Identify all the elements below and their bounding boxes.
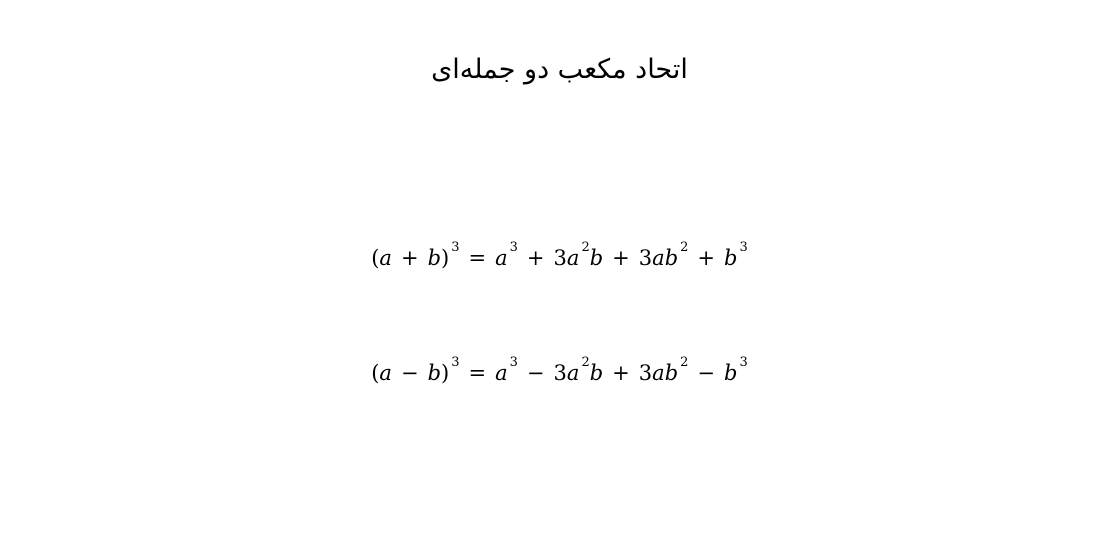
term2-coefficient: 3 <box>553 361 567 385</box>
term3-variable-b: b <box>664 361 679 385</box>
term2-variable-a: a <box>566 361 580 385</box>
variable-a: a <box>379 246 392 270</box>
term3-exponent: 2 <box>680 240 689 255</box>
right-paren: ) <box>441 246 450 270</box>
term2-variable-b: b <box>589 361 604 385</box>
term2-variable-a: a <box>566 246 580 270</box>
term4-exponent: 3 <box>739 240 748 255</box>
term4-variable: b <box>724 361 738 385</box>
exponent: 3 <box>451 355 460 370</box>
operator: + <box>612 246 630 270</box>
equals-sign: = <box>468 246 487 270</box>
term3-exponent: 2 <box>680 355 689 370</box>
operator: + <box>400 246 419 270</box>
right-paren: ) <box>441 361 450 385</box>
operator: + <box>526 246 545 270</box>
term3-coefficient: 3 <box>638 361 653 385</box>
left-paren: ( <box>371 246 380 270</box>
formula-cube-of-difference <box>0 355 1119 392</box>
operator: − <box>526 361 545 385</box>
operator: + <box>612 361 630 385</box>
variable-a: a <box>379 361 392 385</box>
term2-exponent: 2 <box>581 355 590 370</box>
term2-variable-b: b <box>589 246 604 270</box>
term1-variable: a <box>495 361 508 385</box>
term3-variable-b: b <box>664 246 679 270</box>
exponent: 3 <box>451 240 460 255</box>
term1-exponent: 3 <box>509 240 518 255</box>
term3-coefficient: 3 <box>638 246 653 270</box>
term3-variable-a: a <box>652 361 665 385</box>
variable-b: b <box>427 246 442 270</box>
operator: + <box>697 246 716 270</box>
term2-coefficient: 3 <box>553 246 567 270</box>
term2-exponent: 2 <box>581 240 590 255</box>
variable-b: b <box>427 361 442 385</box>
operator: − <box>697 361 716 385</box>
term3-variable-a: a <box>652 246 665 270</box>
left-paren: ( <box>371 361 380 385</box>
term1-exponent: 3 <box>509 355 518 370</box>
term4-variable: b <box>724 246 738 270</box>
operator: − <box>400 361 419 385</box>
term1-variable: a <box>495 246 508 270</box>
equals-sign: = <box>468 361 487 385</box>
formula-cube-of-sum <box>0 240 1119 277</box>
slide-title: اتحاد مکعب دو جمله‌ای <box>431 54 688 85</box>
term4-exponent: 3 <box>739 355 748 370</box>
